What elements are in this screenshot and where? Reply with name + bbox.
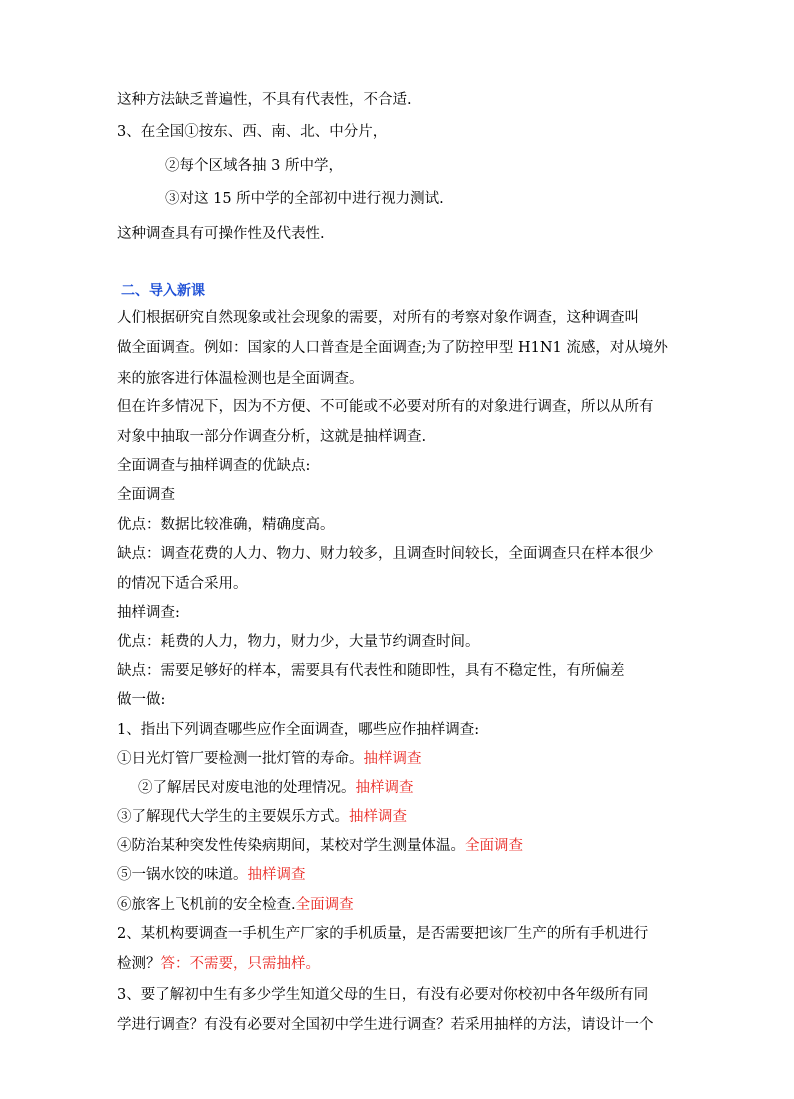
exercise-answer: 抽样调查: [363, 751, 422, 767]
exercise-question: ⑥旅客上飞机前的安全检查.: [117, 897, 296, 913]
exercise-item: [117, 836, 523, 856]
paragraph-line: 做一做:: [117, 692, 166, 708]
exercise-question: ②了解居民对废电池的处理情况。: [138, 780, 356, 796]
paragraph-line: 学进行调查？有没有必要对全国初中学生进行调查？若采用抽样的方法，请设计一个: [117, 1017, 654, 1033]
exercise-answer: 答：不需要，只需抽样。: [160, 956, 320, 972]
paragraph-line: 全面调查与抽样调查的优缺点:: [117, 458, 311, 474]
paragraph-line: 3、在全国①按东、西、南、北、中分片，: [117, 124, 388, 140]
paragraph-line: 但在许多情况下，因为不方便、不可能或不必要对所有的对象进行调查，所以从所有: [117, 399, 654, 415]
paragraph-line: 全面调查: [117, 487, 175, 503]
exercise-answer: 全面调查: [295, 897, 354, 913]
exercise-item: [117, 954, 320, 974]
paragraph-line: 3、要了解初中生有多少学生知道父母的生日，有没有必要对你校初中各年级所有同: [117, 987, 649, 1003]
exercise-item: [117, 865, 306, 885]
paragraph-line: ③对这 15 所中学的全部初中进行视力测试.: [165, 191, 444, 207]
exercise-item: [138, 778, 414, 798]
exercise-question: ①日光灯管厂要检测一批灯管的寿命。: [117, 751, 364, 767]
exercise-question: ④防治某种突发性传染病期间，某校对学生测量体温。: [117, 838, 465, 854]
exercise-question: ③了解现代大学生的主要娱乐方式。: [117, 809, 349, 825]
paragraph-line: 优点：数据比较准确，精确度高。: [117, 517, 335, 533]
exercise-answer: 抽样调查: [247, 867, 306, 883]
paragraph-line: 来的旅客进行体温检测也是全面调查。: [117, 371, 364, 387]
paragraph-line: 缺点：调查花费的人力、物力、财力较多，且调查时间较长，全面调查只在样本很少: [117, 546, 654, 562]
paragraph-line: 优点：耗费的人力，物力，财力少，大量节约调查时间。: [117, 634, 480, 650]
exercise-answer: 抽样调查: [349, 809, 407, 825]
exercise-item: [117, 895, 354, 915]
paragraph-line: 的情况下适合采用。: [117, 576, 248, 592]
paragraph-line: 对象中抽取一部分作调查分析，这就是抽样调查.: [117, 429, 427, 445]
exercise-question: 检测？: [117, 956, 161, 972]
exercise-answer: 全面调查: [465, 838, 523, 854]
paragraph-line: 这种调查具有可操作性及代表性.: [117, 226, 325, 242]
exercise-item: [117, 807, 407, 827]
paragraph-line: 这种方法缺乏普遍性，不具有代表性，不合适.: [117, 92, 412, 108]
exercise-question: ⑤一锅水饺的味道。: [117, 867, 248, 883]
exercise-answer: 抽样调查: [355, 780, 414, 796]
paragraph-line: 做全面调查。例如：国家的人口普查是全面调查;为了防控甲型 H1N1 流感，对从境外: [117, 340, 668, 356]
exercise-item: [117, 749, 422, 769]
paragraph-line: ②每个区域各抽 3 所中学，: [165, 158, 343, 174]
paragraph-line: 缺点：需要足够好的样本，需要具有代表性和随即性，具有不稳定性，有所偏差: [117, 663, 625, 679]
paragraph-line: 抽样调查:: [117, 605, 180, 621]
paragraph-line: 2、某机构要调查一手机生产厂家的手机质量，是否需要把该厂生产的所有手机进行: [117, 926, 649, 942]
paragraph-line: 人们根据研究自然现象或社会现象的需要，对所有的考察对象作调查，这种调查叫: [117, 310, 639, 326]
section-heading: 二、导入新课: [121, 283, 205, 299]
paragraph-line: 1、指出下列调查哪些应作全面调查，哪些应作抽样调查:: [117, 722, 480, 738]
